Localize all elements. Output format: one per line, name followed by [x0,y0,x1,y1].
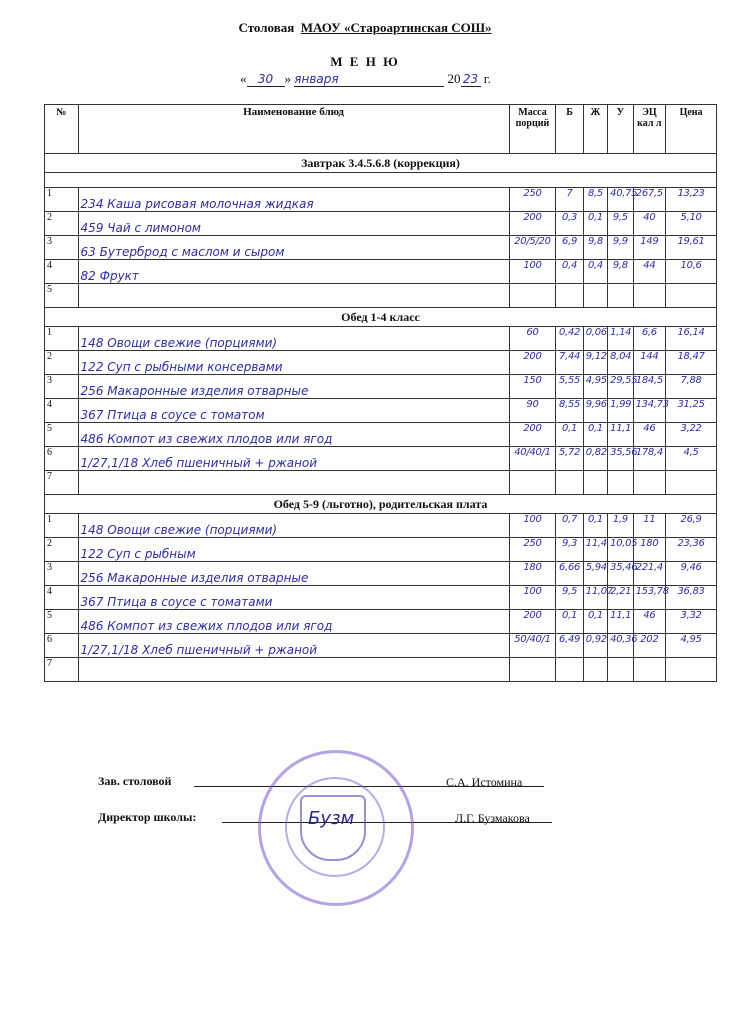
column-price: Цена [666,105,717,154]
cell-no: 3 [45,375,79,399]
cell-u: 40,36 [608,634,633,658]
cell-no: 1 [45,327,79,351]
cell-b: 9,3 [556,538,583,562]
column-name: Наименование блюд [78,105,509,154]
cell-b: 5,55 [556,375,583,399]
cell-mass: 40/40/1 [509,447,556,471]
cell-price: 7,88 [666,375,717,399]
cell-u: 8,04 [608,351,633,375]
document-title [0,20,730,36]
cell-u [608,471,633,495]
cell-kcal: 221,4 [633,562,666,586]
cell-u: 1,14 [608,327,633,351]
date-month: января [294,72,444,87]
cell-price: 18,47 [666,351,717,375]
table-row [45,260,717,284]
cell-zh: 11,07 [583,586,607,610]
table-row [45,634,717,658]
cell-b: 5,72 [556,447,583,471]
date-year-suffix: 23 [461,72,481,87]
cell-kcal: 46 [633,610,666,634]
cell-zh: 0,92 [583,634,607,658]
cell-name: 122 Суп с рыбными консервами [78,351,509,375]
cell-no: 5 [45,423,79,447]
table-row [45,471,717,495]
cell-zh: 0,4 [583,260,607,284]
cell-zh: 0,82 [583,447,607,471]
date-year-prefix: 20 [447,71,461,86]
cell-u: 11,1 [608,610,633,634]
cell-no: 4 [45,260,79,284]
cell-name: 1/27,1/18 Хлеб пшеничный + ржаной [78,634,509,658]
cell-b: 6,66 [556,562,583,586]
cell-b: 7 [556,188,583,212]
cell-kcal: 144 [633,351,666,375]
column-b: Б [556,105,583,154]
canteen-label: Зав. столовой [98,774,172,788]
cell-price: 3,32 [666,610,717,634]
column-zh: Ж [583,105,607,154]
cell-u: 11,1 [608,423,633,447]
cell-mass: 180 [509,562,556,586]
table-row [45,514,717,538]
table-row [45,447,717,471]
table-row [45,212,717,236]
cell-kcal: 180 [633,538,666,562]
cell-name: 148 Овощи свежие (порциями) [78,327,509,351]
section-header [45,495,717,514]
menu-table [44,104,717,682]
cell-zh: 5,94 [583,562,607,586]
cell-b: 6,9 [556,236,583,260]
cell-no: 1 [45,188,79,212]
director-sign-block [98,810,196,825]
cell-u [608,284,633,308]
cell-zh: 0,06 [583,327,607,351]
table-row [45,351,717,375]
cell-u: 1,9 [608,514,633,538]
cell-mass: 100 [509,260,556,284]
cell-price: 31,25 [666,399,717,423]
section-title: Обед 5-9 (льготно), родительская плата [45,495,717,514]
cell-price: 9,46 [666,562,717,586]
cell-zh: 0,1 [583,610,607,634]
cell-zh: 4,95 [583,375,607,399]
cell-price: 3,22 [666,423,717,447]
cell-b: 0,42 [556,327,583,351]
cell-u: 9,5 [608,212,633,236]
cell-kcal: 184,5 [633,375,666,399]
title-organization: МАОУ «Староартинская СОШ» [300,20,492,35]
cell-u: 2,21 [608,586,633,610]
cell-no: 2 [45,538,79,562]
cell-u: 10,05 [608,538,633,562]
cell-b: 0,3 [556,212,583,236]
cell-kcal: 153,78 [633,586,666,610]
cell-name: 256 Макаронные изделия отварные [78,375,509,399]
cell-kcal: 149 [633,236,666,260]
cell-kcal [633,471,666,495]
cell-kcal [633,284,666,308]
table-row [45,188,717,212]
cell-price: 5,10 [666,212,717,236]
table-row [45,586,717,610]
cell-zh: 11,4 [583,538,607,562]
cell-zh: 0,1 [583,212,607,236]
cell-mass: 90 [509,399,556,423]
cell-no: 7 [45,658,79,682]
cell-mass: 200 [509,351,556,375]
cell-no: 2 [45,212,79,236]
cell-zh: 8,5 [583,188,607,212]
cell-price: 23,36 [666,538,717,562]
canteen-sign-block [98,774,171,789]
cell-mass: 200 [509,610,556,634]
section-header [45,308,717,327]
table-row [45,562,717,586]
cell-u [608,658,633,682]
section-title: Обед 1-4 класс [45,308,717,327]
cell-price: 4,95 [666,634,717,658]
cell-price: 16,14 [666,327,717,351]
cell-kcal: 46 [633,423,666,447]
cell-kcal: 178,4 [633,447,666,471]
cell-price [666,658,717,682]
date-close-quote: » [284,71,291,86]
table-row [45,399,717,423]
cell-no: 3 [45,562,79,586]
cell-b: 0,1 [556,610,583,634]
cell-zh [583,658,607,682]
cell-no: 2 [45,351,79,375]
cell-b: 7,44 [556,351,583,375]
cell-no: 6 [45,634,79,658]
cell-kcal: 134,73 [633,399,666,423]
section-title: Завтрак 3.4.5.6.8 (коррекция) [45,154,717,173]
cell-name: 486 Компот из свежих плодов или ягод [78,610,509,634]
cell-no: 7 [45,471,79,495]
cell-kcal: 40 [633,212,666,236]
cell-u: 35,56 [608,447,633,471]
cell-kcal: 11 [633,514,666,538]
cell-no: 3 [45,236,79,260]
cell-mass: 250 [509,188,556,212]
cell-name: 122 Суп с рыбным [78,538,509,562]
cell-no: 4 [45,399,79,423]
cell-name: 367 Птица в соусе с томатом [78,399,509,423]
column-u: У [608,105,633,154]
cell-name: 1/27,1/18 Хлеб пшеничный + ржаной [78,447,509,471]
cell-price: 19,61 [666,236,717,260]
cell-name: 367 Птица в соусе с томатами [78,586,509,610]
cell-u: 1,99 [608,399,633,423]
menu-heading: М Е Н Ю [330,54,400,69]
cell-mass [509,658,556,682]
date-day: 30 [247,72,285,87]
cell-b: 0,4 [556,260,583,284]
cell-name [78,471,509,495]
cell-no: 1 [45,514,79,538]
cell-b: 0,7 [556,514,583,538]
cell-mass: 200 [509,423,556,447]
column-kcal: ЭЦ кал л [633,105,666,154]
cell-u: 40,75 [608,188,633,212]
cell-b: 9,5 [556,586,583,610]
cell-name [78,284,509,308]
section-header [45,154,717,173]
cell-zh: 9,8 [583,236,607,260]
cell-u: 9,8 [608,260,633,284]
cell-price [666,284,717,308]
table-row [45,327,717,351]
canteen-name: С.А. Истомина [446,775,523,789]
date-open-quote: « [240,71,247,86]
table-header-row [45,105,717,154]
cell-b [556,284,583,308]
cell-b [556,658,583,682]
cell-mass: 50/40/1 [509,634,556,658]
director-name: Л.Г. Бузмакова [455,811,530,825]
title-prefix: Столовая [238,20,295,35]
director-signature: Бузм [308,808,355,829]
cell-name: 63 Бутерброд с маслом и сыром [78,236,509,260]
cell-mass: 20/5/20 [509,236,556,260]
cell-zh: 9,96 [583,399,607,423]
cell-name: 82 Фрукт [78,260,509,284]
cell-price: 36,83 [666,586,717,610]
cell-mass: 100 [509,514,556,538]
table-row [45,284,717,308]
cell-name [78,658,509,682]
table-row [45,538,717,562]
cell-kcal: 267,5 [633,188,666,212]
cell-name: 256 Макаронные изделия отварные [78,562,509,586]
cell-u: 29,55 [608,375,633,399]
cell-mass: 150 [509,375,556,399]
column-mass: Масса порций [509,105,556,154]
cell-zh [583,284,607,308]
cell-price: 13,23 [666,188,717,212]
cell-b [556,471,583,495]
cell-name: 148 Овощи свежие (порциями) [78,514,509,538]
cell-zh [583,471,607,495]
cell-no: 4 [45,586,79,610]
cell-mass: 60 [509,327,556,351]
cell-no: 5 [45,284,79,308]
table-row [45,423,717,447]
cell-name: 486 Компот из свежих плодов или ягод [78,423,509,447]
cell-no: 6 [45,447,79,471]
cell-kcal: 44 [633,260,666,284]
cell-price [666,471,717,495]
cell-zh: 0,1 [583,423,607,447]
cell-mass: 200 [509,212,556,236]
cell-name: 234 Каша рисовая молочная жидкая [78,188,509,212]
spacer-row [45,173,717,188]
cell-b: 0,1 [556,423,583,447]
table-row [45,610,717,634]
cell-no: 5 [45,610,79,634]
spacer-cell [45,173,717,188]
cell-price: 10,6 [666,260,717,284]
cell-name: 459 Чай с лимоном [78,212,509,236]
cell-zh: 0,1 [583,514,607,538]
cell-mass [509,284,556,308]
cell-mass: 250 [509,538,556,562]
date-year-end: г. [483,71,491,86]
date-line [240,71,491,87]
cell-zh: 9,12 [583,351,607,375]
cell-b: 8,55 [556,399,583,423]
cell-b: 6,49 [556,634,583,658]
cell-price: 4,5 [666,447,717,471]
cell-u: 9,9 [608,236,633,260]
table-row [45,236,717,260]
cell-kcal [633,658,666,682]
table-row [45,658,717,682]
cell-kcal: 6,6 [633,327,666,351]
cell-price: 26,9 [666,514,717,538]
cell-kcal: 202 [633,634,666,658]
table-row [45,375,717,399]
cell-mass: 100 [509,586,556,610]
cell-mass [509,471,556,495]
column-no: № [45,105,79,154]
cell-u: 35,46 [608,562,633,586]
director-label: Директор школы: [98,810,197,824]
